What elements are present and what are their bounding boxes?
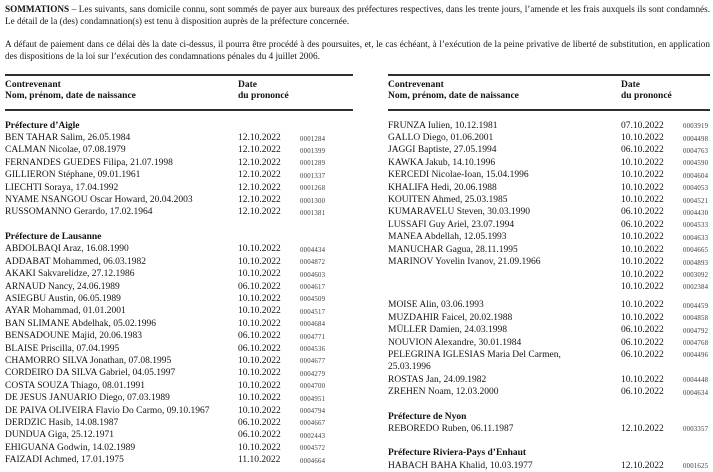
date-prononce: 07.10.2022 [621,120,664,131]
contrevenant-name: AKAKI Sakvarelidze, 27.12.1986 [5,269,135,280]
date-prononce: 11.10.2022 [238,455,281,466]
date-prononce: 12.10.2022 [238,157,281,168]
date-prononce: 10.10.2022 [621,374,664,385]
reference-number: 0004590 [683,160,709,168]
date-prononce: 10.10.2022 [621,170,664,181]
table-row [388,324,710,336]
reference-number: 0001337 [300,172,326,180]
table-row [388,337,710,349]
date-prononce: 10.10.2022 [621,244,664,255]
table-row [388,269,710,281]
reference-number: 0001399 [300,147,326,155]
contrevenant-name: FRUNZA Iulien, 10.12.1981 [388,120,498,131]
contrevenant-name: KOUITEN Ahmed, 25.03.1985 [388,195,508,206]
date-prononce: 10.10.2022 [238,293,281,304]
reference-number: 0004667 [300,420,326,428]
reference-number: 0004771 [300,333,326,341]
contrevenant-name: CORDEIRO DA SILVA Gabriel, 04.05.1997 [5,368,176,379]
table-row [388,460,710,472]
table-row [388,182,710,194]
reference-number: 0001289 [300,160,326,168]
reference-number: 0004794 [300,408,326,416]
intro-paragraph-1 [5,4,710,28]
header-contrevenant-line2: Nom, prénom, date de naissance [5,91,136,102]
reference-number: 0004872 [300,259,326,267]
date-prononce: 10.10.2022 [621,312,664,323]
header-date-line1: Date [238,79,257,90]
reference-number: 0004684 [300,321,326,329]
table-row [388,194,710,206]
reference-number: 0004496 [683,352,709,360]
date-prononce: 10.10.2022 [621,182,664,193]
table-row [5,429,353,441]
reference-number: 0002443 [300,432,326,440]
contrevenant-name: PELEGRINA IGLESIAS Maria Del Carmen, 25.03.1996 [388,349,616,374]
contrevenant-name: COSTA SOUZA Thiago, 08.01.1991 [5,380,145,391]
table-header-left [5,74,353,111]
contrevenant-name: BLAISE Priscilla, 07.04.1995 [5,343,120,354]
reference-number: 0004858 [683,315,709,323]
reference-number: 0004509 [300,296,326,304]
table-row [388,231,710,243]
table-row [388,299,710,311]
date-prononce: 10.10.2022 [238,405,281,416]
table-body-left [5,111,353,467]
table-row [5,380,353,392]
contrevenant-name: LUSSAFI Guy Ariel, 23.07.1994 [388,219,515,230]
reference-number: 0004665 [683,247,709,255]
column-right [388,74,710,472]
table-row [388,169,710,181]
reference-number: 0004633 [683,234,709,242]
table-row [5,144,353,156]
reference-number: 0001625 [683,463,709,471]
contrevenant-name: REBOREDO Ruben, 06.11.1987 [388,423,514,434]
contrevenant-name: ASIEGBU Austin, 06.05.1989 [5,293,121,304]
contrevenant-name: KUMARAVELU Steven, 30.03.1990 [388,207,531,218]
date-prononce: 10.10.2022 [621,195,664,206]
date-prononce: 12.10.2022 [238,195,281,206]
table-row [5,293,353,305]
contrevenant-name: MÜLLER Damien, 24.03.1998 [388,325,508,336]
contrevenant-name: EHIGUANA Godwin, 14.02.1989 [5,442,136,453]
date-prononce: 10.10.2022 [621,269,664,280]
contrevenant-name: BEN TAHAR Salim, 26.05.1984 [5,133,131,144]
contrevenant-name: MANUCHAR Gagua, 28.11.1995 [388,244,518,255]
reference-number: 0004634 [683,389,709,397]
contrevenant-name: CHAMORRO SILVA Jonathan, 07.08.1995 [5,355,172,366]
contrevenant-name: ADDABAT Mohammed, 06.03.1982 [5,256,147,267]
table-row [5,305,353,317]
prefecture-title: Préfecture de Nyon [388,411,467,422]
date-prononce: 06.10.2022 [621,145,664,156]
table-row [388,120,710,132]
table-row [388,312,710,324]
date-prononce: 12.10.2022 [238,133,281,144]
reference-number: 0003357 [683,426,709,434]
contrevenant-name: ZREHEN Noam, 12.03.2000 [388,387,499,398]
table-body-right [388,111,710,472]
table-row [5,268,353,280]
reference-number: 0004521 [683,197,709,205]
reference-number: 0001268 [300,185,326,193]
contrevenant-name: CALMAN Nicolae, 07.08.1979 [5,145,126,156]
contrevenant-name: ARNAUD Nancy, 24.06.1989 [5,281,120,292]
date-prononce: 06.10.2022 [621,337,664,348]
reference-number: 0004617 [300,284,326,291]
date-prononce: 10.10.2022 [238,269,281,280]
reference-number: 0003919 [683,123,709,131]
table-row [388,349,710,374]
header-contrevenant-line1: Contrevenant [5,79,61,90]
contrevenant-name [388,281,616,293]
header-contrevenant-line1: Contrevenant [388,79,444,90]
reference-number: 0004459 [683,302,709,310]
header-contrevenant [5,80,233,103]
contrevenant-name: NOUVION Alexandre, 30.01.1984 [388,337,522,348]
date-prononce: 10.10.2022 [238,442,281,453]
date-prononce: 10.10.2022 [238,256,281,267]
date-prononce: 10.10.2022 [238,368,281,379]
table-row [5,206,353,218]
contrevenant-name: LIECHTI Soraya, 17.04.1992 [5,182,119,193]
reference-number: 0004763 [683,147,709,155]
header-date-line2: du prononcé [238,91,289,102]
table-row [5,194,353,206]
reference-number: 0004533 [683,222,709,230]
table-row [388,244,710,256]
intro-paragraph-2: A défaut de paiement dans ce délai dès la date ci-dessus, il pourra être procédé à des poursuites, et, le cas échéant, à l’exécution de la peine privative de liberté de substitution, en application des dispositions de la loi sur l’exécution des condamnations pénales du 4 juillet 2006. [5,38,710,61]
table-row [388,256,710,268]
date-prononce: 06.10.2022 [621,387,664,398]
date-prononce: 10.10.2022 [238,318,281,329]
table-row [388,423,710,435]
table-row [388,281,710,293]
date-prononce: 06.10.2022 [621,219,664,230]
date-prononce: 06.10.2022 [238,331,281,342]
date-prononce: 10.10.2022 [238,393,281,404]
contrevenant-name: NYAME NSANGOU Oscar Howard, 20.04.2003 [5,195,193,206]
table-row [5,392,353,404]
contrevenant-name: RUSSOMANNO Gerardo, 17.02.1964 [5,207,153,218]
contrevenant-name: MARINOV Yovelin Ivanov, 21.09.1966 [388,257,541,268]
table-row [388,219,710,231]
contrevenant-name: MUZDAHIR Faicel, 20.02.1988 [388,312,513,323]
reference-number: 0004951 [300,395,326,403]
date-prononce: 06.10.2022 [238,417,281,428]
contrevenant-name: DERDZIC Hasib, 14.08.1987 [5,417,119,428]
contrevenant-name: JAGGI Baptiste, 27.05.1994 [388,145,497,156]
date-prononce: 10.10.2022 [238,244,281,255]
contrevenant-name: KAWKA Jakub, 14.10.1996 [388,157,496,168]
reference-number: 0004768 [683,340,709,348]
contrevenant-name: GALLO Diego, 01.06.2001 [388,133,494,144]
date-prononce: 06.10.2022 [621,349,664,360]
reference-number: 0004677 [300,358,326,366]
reference-number: 0004279 [300,370,326,378]
header-date-line1: Date [621,79,640,90]
contrevenant-name: KHALIFA Hedi, 20.06.1988 [388,182,497,193]
date-prononce: 12.10.2022 [621,423,664,434]
contrevenant-name: DE PAIVA OLIVEIRA Flavio Do Carmo, 09.10.1967 [5,405,210,416]
contrevenant-name: MANEA Abdellah, 12.05.1993 [388,232,507,243]
date-prononce: 06.10.2022 [621,325,664,336]
column-left [5,74,353,472]
contrevenant-name: ABDOLBAQI Araz, 16.08.1990 [5,244,129,255]
reference-number: 0004572 [300,445,326,453]
date-prononce: 06.10.2022 [621,207,664,218]
table-row [5,405,353,417]
header-date [233,80,289,103]
header-contrevenant-line2: Nom, prénom, date de naissance [388,91,519,102]
contrevenant-name: DUNDUA Giga, 25.12.1971 [5,430,114,441]
intro-paragraph-1-text: – Les suivants, sans domicile connu, sont sommés de payer aux bureaux des préfectures respectives, dans les trente jours, l’amende et les frais auxquels ils sont condamnés. Le détail de la (des) condamnation(s) est tenu à disposition auprès de la préfecture concernée. [5,4,710,26]
date-prononce: 10.10.2022 [238,306,281,317]
reference-number: 0002384 [683,284,709,292]
date-prononce: 12.10.2022 [238,170,281,181]
reference-number: 0004536 [300,346,326,354]
reference-number: 0001284 [300,135,326,143]
reference-number: 0004498 [683,135,709,143]
contrevenant-name-line2: 25.03.1996 [388,362,431,373]
reference-number: 0004603 [300,271,326,279]
contrevenant-name: DE JESUS JANUARIO Diego, 07.03.1989 [5,393,170,404]
contrevenant-name: AYAR Mohammad, 01.01.2001 [5,306,126,317]
date-prononce: 06.10.2022 [238,281,281,292]
contrevenant-name: KERCEDI Nicolae-Ioan, 15.04.1996 [388,170,529,181]
date-prononce: 12.10.2022 [238,182,281,193]
reference-number: 0004792 [683,327,709,335]
date-prononce: 06.10.2022 [238,430,281,441]
table-row [5,281,353,293]
contrevenant-name: BAN SLIMANE Abdelhak, 05.02.1996 [5,318,156,329]
two-column-area [5,74,710,472]
reference-number: 0004604 [683,172,709,180]
table-row [388,132,710,144]
reference-number: 0004434 [300,246,326,254]
date-prononce: 12.10.2022 [238,145,281,156]
header-date [616,80,672,103]
table-row [5,182,353,194]
date-prononce: 10.10.2022 [621,133,664,144]
table-row [5,169,353,181]
contrevenant-name: HABACH BAHA Khalid, 10.03.1977 [388,460,533,471]
table-header-right [388,74,710,111]
contrevenant-name [388,269,616,281]
table-row [5,318,353,330]
sommations-label: SOMMATIONS [5,4,70,14]
reference-number: 0004664 [300,457,326,465]
table-row [5,132,353,144]
contrevenant-name: MOISE Alin, 03.06.1993 [388,300,484,311]
date-prononce: 12.10.2022 [621,460,664,471]
contrevenant-name: GILLIERON Stéphane, 09.01.1961 [5,170,141,181]
table-row [5,355,353,367]
prefecture-title: Préfecture Riviera-Pays d’Enhaut [388,448,527,459]
intro-block [5,4,710,63]
reference-number: 0004430 [683,209,709,217]
table-row [388,157,710,169]
date-prononce: 10.10.2022 [238,355,281,366]
contrevenant-name: FAIZADI Achmed, 17.01.1975 [5,455,124,466]
table-row [5,330,353,342]
date-prononce: 10.10.2022 [621,157,664,168]
table-row [5,243,353,255]
table-row [5,442,353,454]
date-prononce: 10.10.2022 [238,380,281,391]
reference-number: 0004448 [683,377,709,385]
reference-number: 0004517 [300,308,326,316]
reference-number: 0004700 [300,383,326,391]
table-row [5,454,353,466]
date-prononce: 10.10.2022 [621,257,664,268]
table-row [388,144,710,156]
reference-number: 0001381 [300,209,326,217]
prefecture-title: Préfecture de Lausanne [5,231,102,242]
date-prononce: 10.10.2022 [621,232,664,243]
contrevenant-name: BENSADOUNE Majid, 20.06.1983 [5,331,142,342]
reference-number: 0004893 [683,259,709,267]
date-prononce: 10.10.2022 [621,281,664,292]
header-date-line2: du prononcé [621,91,672,102]
table-row [388,386,710,398]
reference-number: 0001300 [300,197,326,205]
table-row [5,343,353,355]
date-prononce: 10.10.2022 [621,300,664,311]
table-row [5,417,353,429]
contrevenant-name: ROSTAS Jan, 24.09.1982 [388,374,487,385]
reference-number: 0004053 [683,185,709,193]
table-row [5,256,353,268]
date-prononce: 12.10.2022 [238,207,281,218]
contrevenant-name: FERNANDES GUEDES Filipa, 21.07.1998 [5,157,173,168]
table-row [5,367,353,379]
header-contrevenant [388,80,616,103]
date-prononce: 06.10.2022 [238,343,281,354]
reference-number: 0003092 [683,272,709,279]
table-row [388,374,710,386]
table-row [388,206,710,218]
table-row [5,157,353,169]
prefecture-title: Préfecture d’Aigle [5,120,80,131]
